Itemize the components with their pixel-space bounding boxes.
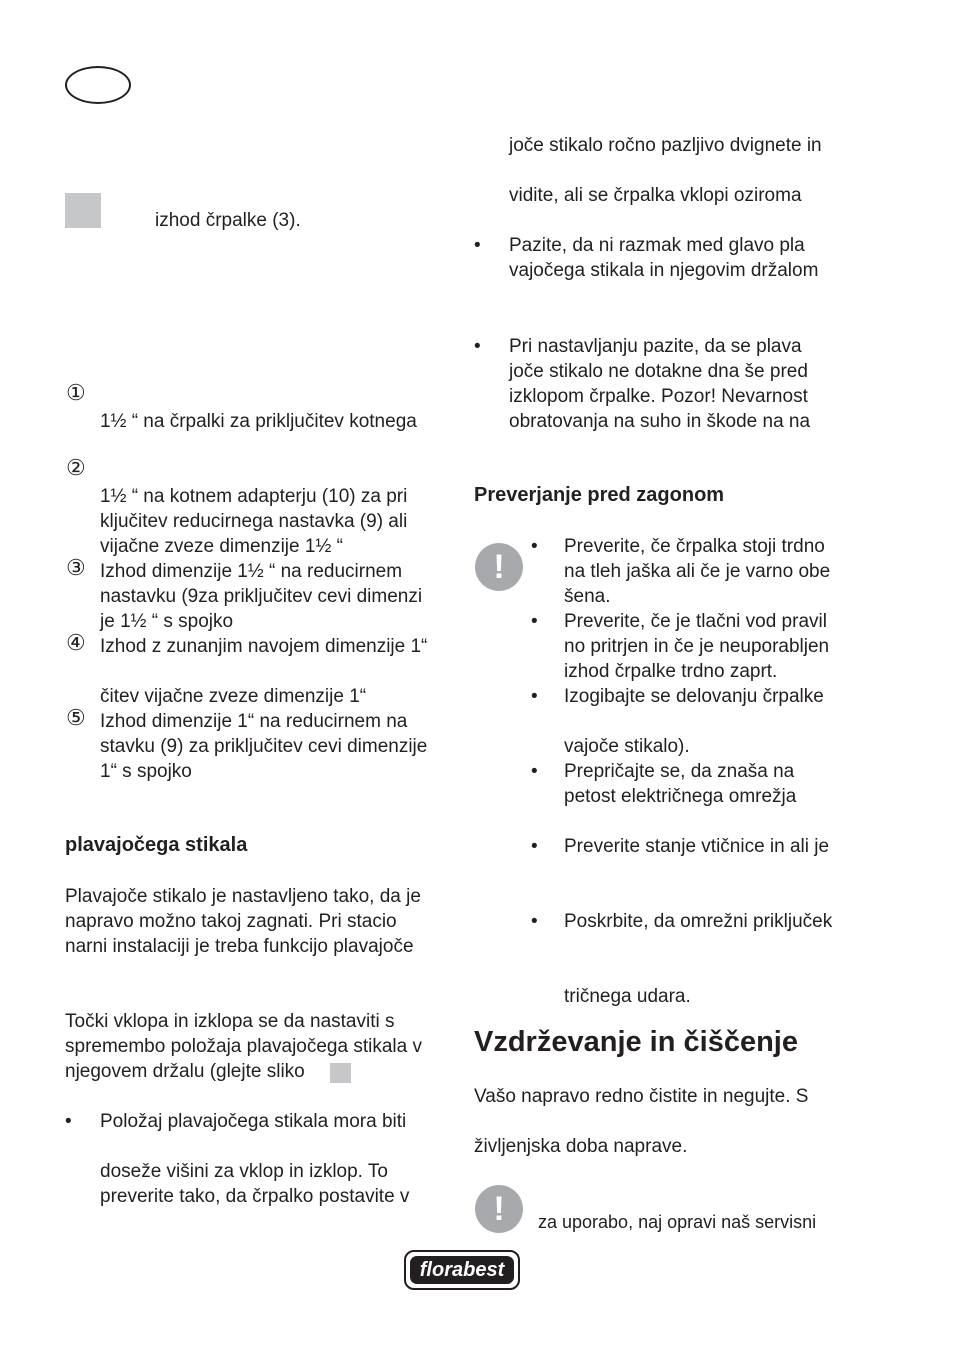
para1-line-3: narni instalaciji je treba funkcijo plavajoče [65,936,414,957]
circled-number-5: ⑤ [66,705,86,730]
check-1-line-3: šena. [564,586,611,607]
item-2-line-2: ključitev reducirnega nastavka (9) ali [100,511,408,532]
grey-marker-inline [330,1063,351,1083]
warning-glyph-2: ! [493,1190,505,1228]
right-bullet-b-line-2: joče stikalo ne dotakne dna še pred [509,361,808,382]
check-2-line-2: no pritrjen in če je neuporabljen [564,636,830,657]
bullet-right-b: • [474,336,481,357]
left-bullet-1-cont-1: doseže višini za vklop in izklop. To [100,1161,388,1182]
florabest-logo [404,1250,520,1290]
intro-line: izhod črpalke (3). [155,210,301,231]
right-bullet-a-line-1: Pazite, da ni razmak med glavo pla [509,235,805,256]
check-3-cont: vajoče stikalo). [564,736,690,757]
check-bullet-5: • [531,836,538,857]
para2-line-2: spremembo položaja plavajočega stikala v [65,1036,422,1057]
item-4-line-1: Izhod z zunanjim navojem dimenzije 1“ [100,636,428,657]
check-3-line-1: Izogibajte se delovanju črpalke [564,686,824,707]
language-oval [65,66,131,104]
item-3-line-2: nastavku (9za priključitev cevi dimenzi [100,586,423,607]
right-top-line-2: vidite, ali se črpalka vklopi oziroma [509,185,802,206]
item-1-line-1: 1½ “ na črpalki za priključitev kotnega [100,411,417,432]
maintenance-line-1: Vašo napravo redno čistite in negujte. S [474,1086,809,1107]
right-bullet-b-line-1: Pri nastavljanju pazite, da se plava [509,336,802,357]
check-bullet-2: • [531,611,538,632]
item-2-line-3: vijačne zveze dimenzije 1½ “ [100,536,343,557]
section-heading-float-switch: plavajočega stikala [65,834,248,856]
left-bullet-1-cont-2: preverite tako, da črpalko postavite v [100,1186,410,1207]
item-3-line-3: je 1½ “ s spojko [100,611,234,632]
bullet-left-1: • [65,1111,72,1132]
check-4-line-2: petost električnega omrežja [564,786,797,807]
section-heading-precheck: Preverjanje pred zagonom [474,484,725,506]
check-2-line-1: Preverite, če je tlačni vod pravil [564,611,827,632]
para2-line-1: Točki vklopa in izklopa se da nastaviti s [65,1011,395,1032]
check-6-line-1: Poskrbite, da omrežni priključek [564,911,833,932]
bullet-right-a: • [474,235,481,256]
item-2-line-1: 1½ “ na kotnem adapterju (10) za pri [100,486,408,507]
right-bullet-b-line-3: izklopom črpalke. Pozor! Nevarnost [509,386,808,407]
check-bullet-4: • [531,761,538,782]
item-5-line-1: Izhod dimenzije 1“ na reducirnem na [100,711,408,732]
warning-icon-2 [475,1185,523,1233]
logo-text: florabest [419,1259,505,1281]
item-5-line-3: 1“ s spojko [100,761,192,782]
right-top-line-1: joče stikalo ročno pazljivo dvignete in [509,135,822,156]
circled-number-3: ③ [66,555,86,580]
check-4-line-1: Prepričajte se, da znaša na [564,761,795,782]
warning-icon [475,543,523,591]
check-1-line-1: Preverite, če črpalka stoji trdno [564,536,825,557]
para1-line-1: Plavajoče stikalo je nastavljeno tako, da je [65,886,421,907]
circled-number-2: ② [66,455,86,480]
circled-number-1: ① [66,380,86,405]
warning-text: za uporabo, naj opravi naš servisni [538,1212,817,1232]
item-4b-line-1: čitev vijačne zveze dimenzije 1“ [100,686,367,707]
item-5-line-2: stavku (9) za priključitev cevi dimenzije [100,736,428,757]
para1-line-2: napravo možno takoj zagnati. Pri stacio [65,911,397,932]
check-bullet-3: • [531,686,538,707]
check-5-line-1: Preverite stanje vtičnice in ali je [564,836,830,857]
check-6-cont: tričnega udara. [564,986,691,1007]
item-3-line-1: Izhod dimenzije 1½ “ na reducirnem [100,561,403,582]
check-2-line-3: izhod črpalke trdno zaprt. [564,661,778,682]
para2-line-3: njegovem držalu (glejte sliko [65,1061,305,1082]
grey-marker [65,193,101,228]
section-title-maintenance: Vzdrževanje in čiščenje [474,1026,798,1058]
check-1-line-2: na tleh jaška ali če je varno obe [564,561,831,582]
warning-glyph: ! [493,548,505,586]
check-bullet-1: • [531,536,538,557]
right-bullet-b-line-4: obratovanja na suho in škode na na [509,411,811,432]
circled-number-4: ④ [66,630,86,655]
check-bullet-6: • [531,911,538,932]
left-bullet-1-line-1: Položaj plavajočega stikala mora biti [100,1111,407,1132]
right-bullet-a-line-2: vajočega stikala in njegovim držalom [509,260,819,281]
maintenance-line-2: življenjska doba naprave. [474,1136,688,1157]
